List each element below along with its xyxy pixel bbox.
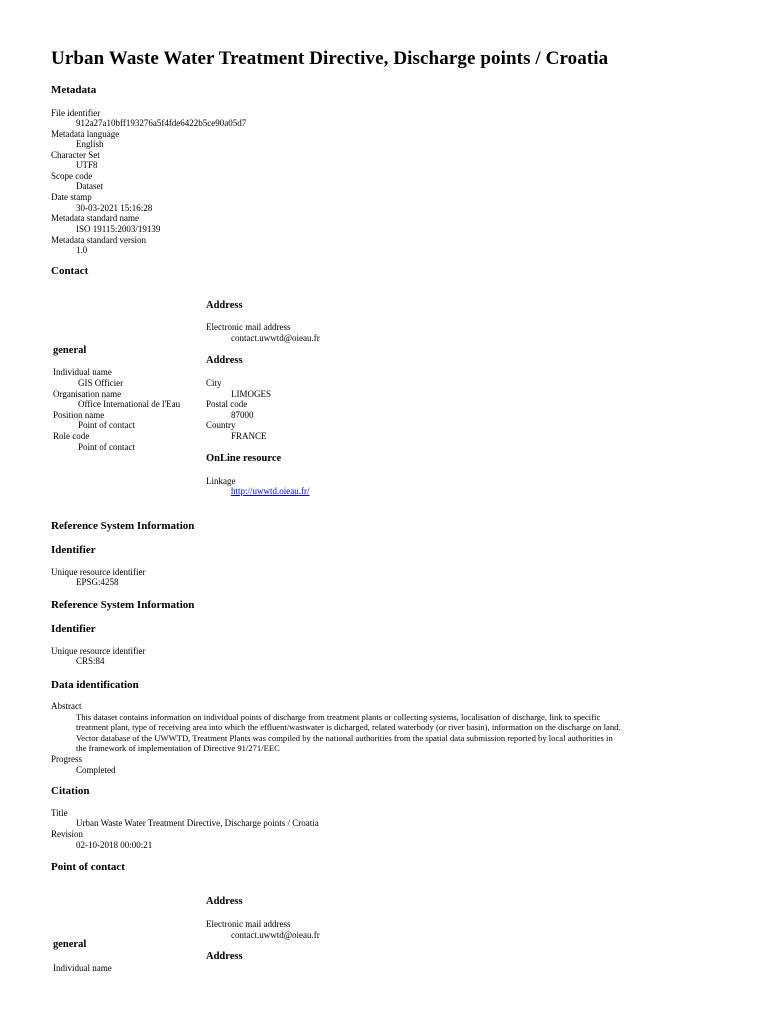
contact-general-heading: general (53, 345, 87, 356)
citation-heading: Citation (51, 785, 90, 797)
identifier-heading: Identifier (51, 544, 96, 556)
abstract-line-1: This dataset contains information on individual points of discharge from treatment plants or collecting systems, localisation of discharge, link to specific (76, 712, 601, 722)
metadata-standard-version-label: Metadata standard version (51, 235, 146, 245)
contact-email-value: contact.uwwtd@oieau.fr (231, 333, 320, 343)
unique-resource-identifier-label: Unique resource identifier (51, 567, 146, 577)
role-code-value: Point of contact (78, 442, 135, 452)
abstract-line-4: the framework of implementation of Directive 91/271/EEC (76, 743, 280, 753)
revision-value: 02-10-2018 00:00:21 (76, 840, 153, 850)
unique-resource-identifier-label-2: Unique resource identifier (51, 646, 146, 656)
date-stamp-label: Date stamp (51, 192, 92, 202)
city-value: LIMOGES (231, 389, 271, 399)
point-of-contact-heading: Point of contact (51, 861, 125, 873)
postal-code-value: 87000 (231, 410, 254, 420)
role-code-label: Role code (53, 431, 90, 441)
individual-name-value: GIS Officier (78, 378, 124, 388)
file-identifier-label: File identifier (51, 108, 101, 118)
data-identification-heading: Data identification (51, 679, 139, 691)
unique-resource-identifier-value-2: CRS:84 (76, 656, 105, 666)
scope-code-label: Scope code (51, 171, 93, 181)
contact-address-heading: Address (206, 300, 243, 311)
metadata-standard-name-label: Metadata standard name (51, 213, 139, 223)
postal-code-label: Postal code (206, 399, 248, 409)
abstract-label: Abstract (51, 701, 82, 711)
organisation-name-value: Office International de l'Eau (78, 399, 181, 409)
metadata-standard-name-value: ISO 19115:2003/19139 (76, 224, 161, 234)
date-stamp-value: 30-03-2021 15:16:28 (76, 203, 153, 213)
character-set-value: UTF8 (76, 160, 98, 170)
city-label: City (206, 378, 222, 388)
progress-value: Completed (76, 765, 116, 775)
scope-code-value: Dataset (76, 181, 103, 191)
country-label: Country (206, 420, 236, 430)
individual-name-label: Individual name (53, 367, 112, 377)
reference-system-heading: Reference System Information (51, 520, 195, 532)
document-title: Urban Waste Water Treatment Directive, Discharge points / Croatia (51, 48, 609, 69)
metadata-language-value: English (76, 139, 104, 149)
abstract-line-2: treatment plant, type of receiving area into which the effluent/wastwater is dicharged, related waterbody (or river basin), information on the discharge on land. (76, 722, 621, 732)
identifier-heading-2: Identifier (51, 623, 96, 635)
poc-address-heading: Address (206, 896, 243, 907)
contact-address2-heading: Address (206, 355, 243, 366)
abstract-line-3: Vector database of the UWWTD, Treatment Plants was compiled by the national authorities from the spatial data submission reported by local authorities in (76, 733, 613, 743)
linkage-label: Linkage (206, 476, 236, 486)
contact-email-label: Electronic mail address (206, 322, 291, 332)
character-set-label: Character Set (51, 150, 100, 160)
position-name-value: Point of contact (78, 420, 135, 430)
file-identifier-value: 912a27a10bff193276a5f4fde6422b5ce90a05d7 (76, 118, 247, 128)
linkage-link[interactable]: http://uwwtd.oieau.fr/ (231, 486, 310, 496)
citation-title-label: Title (51, 808, 68, 818)
metadata-heading: Metadata (51, 84, 97, 96)
citation-title-value: Urban Waste Water Treatment Directive, Discharge points / Croatia (76, 818, 319, 828)
reference-system-heading-2: Reference System Information (51, 599, 195, 611)
poc-email-value: contact.uwwtd@oieau.fr (231, 930, 320, 940)
online-resource-heading: OnLine resource (206, 453, 282, 464)
poc-address2-heading: Address (206, 951, 243, 962)
poc-email-label: Electronic mail address (206, 919, 291, 929)
country-value: FRANCE (231, 431, 267, 441)
poc-general-heading: general (53, 939, 87, 950)
progress-label: Progress (51, 754, 82, 764)
contact-heading: Contact (51, 265, 89, 277)
unique-resource-identifier-value: EPSG:4258 (76, 577, 119, 587)
position-name-label: Position name (53, 410, 105, 420)
organisation-name-label: Organisation name (53, 389, 122, 399)
poc-individual-name-label: Individual name (53, 963, 112, 973)
metadata-standard-version-value: 1.0 (76, 245, 88, 255)
metadata-language-label: Metadata language (51, 129, 120, 139)
revision-label: Revision (51, 829, 84, 839)
